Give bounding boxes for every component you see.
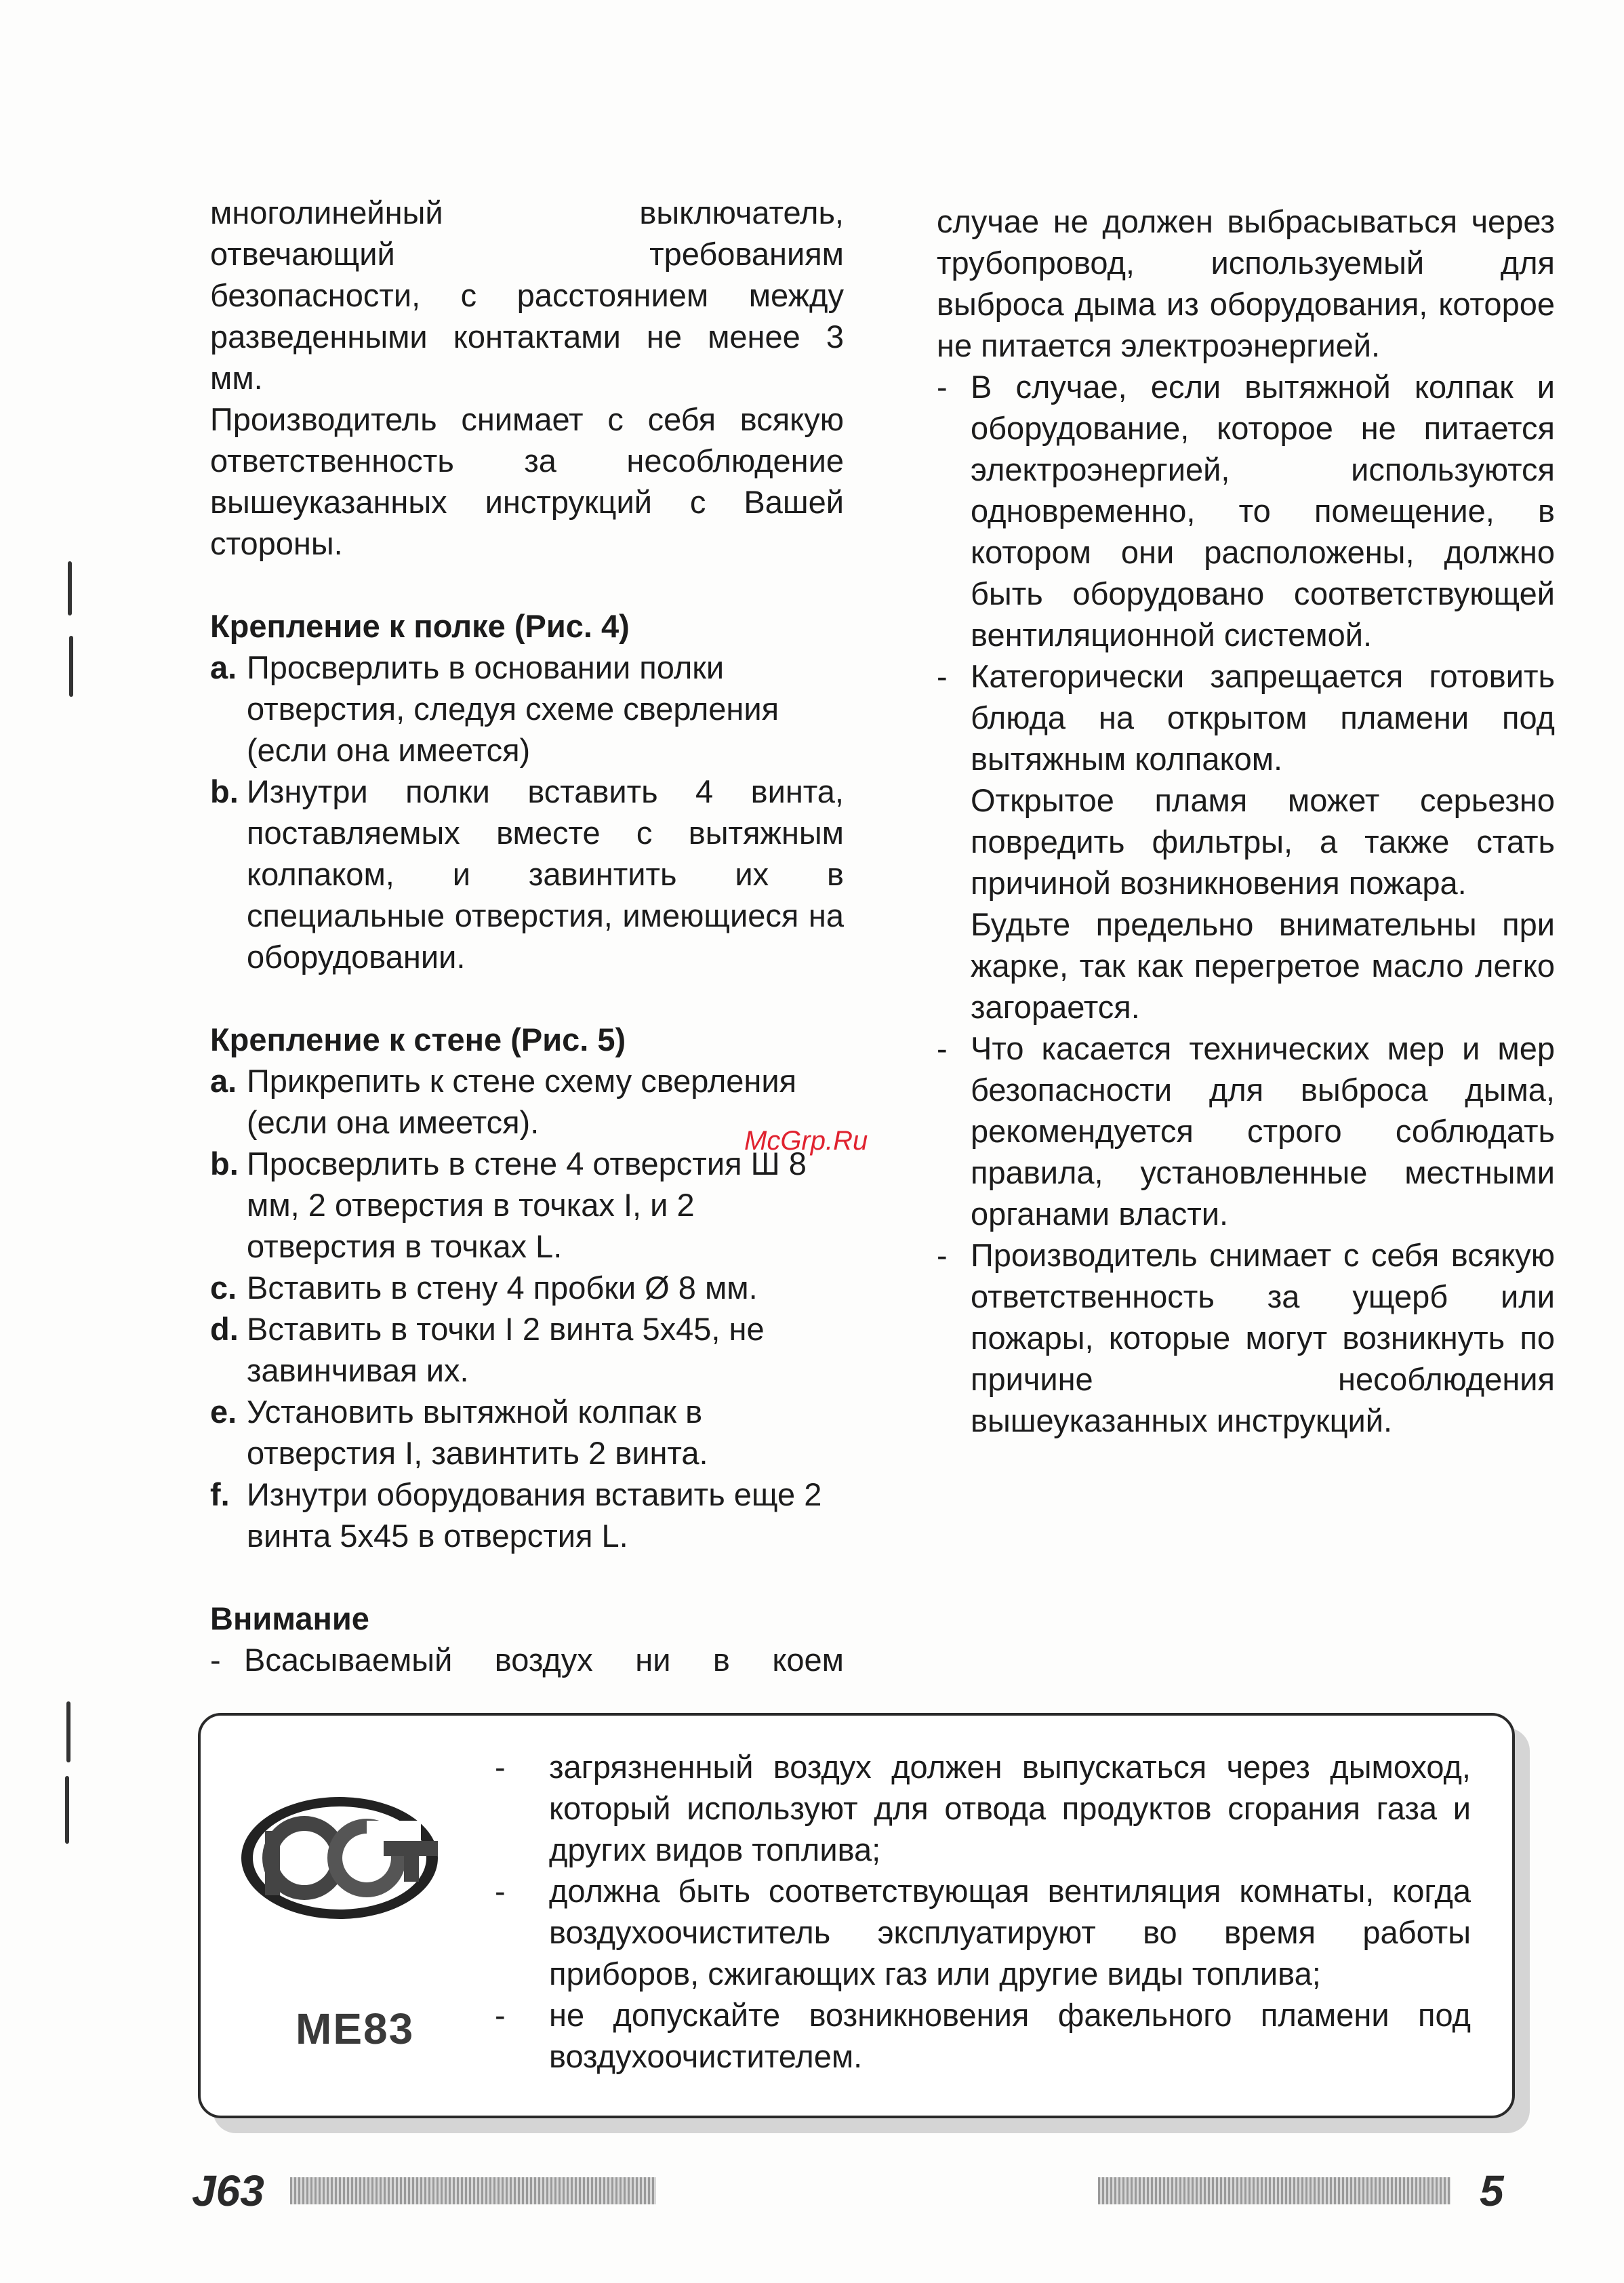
- list-text: Просверлить в стене 4 отверстия Ш 8 мм, 2 отверстия в точках I, и 2 отверстия в точках L.: [247, 1146, 807, 1264]
- list-item: [937, 366, 1555, 655]
- watermark: McGrp.Ru: [744, 1126, 868, 1156]
- list-marker: a.: [210, 649, 237, 685]
- list-text: Изнутри оборудования вставить еще 2 винта 5x45 в отверстия L.: [247, 1476, 822, 1554]
- list-marker: d.: [210, 1311, 239, 1347]
- list-text: не допускайте возникновения факельного пламени под воздухоочистителем.: [549, 1997, 1471, 2074]
- shelf-mounting-heading: Крепление к полке (Рис. 4): [210, 608, 630, 644]
- list-item: [495, 1870, 1471, 1994]
- list-text: Всасываемый воздух ни в коем: [244, 1642, 844, 1678]
- model-code: J63: [192, 2166, 264, 2215]
- dash-marker: -: [937, 1237, 948, 1273]
- certification-mark: ME83: [296, 2004, 415, 2053]
- binder-mark: [68, 561, 72, 615]
- list-item: [210, 647, 844, 771]
- text-line: стороны.: [210, 525, 343, 561]
- list-item: [210, 1639, 844, 1680]
- text-line: безопасности, с расстоянием между: [210, 277, 844, 313]
- list-text: Установить вытяжной колпак в отверстия I, завинтить 2 винта.: [247, 1394, 708, 1471]
- list-item: [937, 655, 1555, 1028]
- text-line: вышеуказанных инструкций с Вашей: [210, 484, 844, 520]
- list-text: Прикрепить к стене схему сверления (если она имеется).: [247, 1063, 797, 1140]
- list-marker: c.: [210, 1270, 237, 1306]
- page-number: 5: [1480, 2166, 1504, 2215]
- list-item: [210, 1267, 844, 1308]
- dash-marker: -: [937, 658, 948, 694]
- certification-box: [198, 1713, 1515, 2118]
- dash-marker: -: [495, 1873, 506, 1909]
- list-text: Вставить в стену 4 пробки Ø 8 мм.: [247, 1270, 758, 1306]
- list-item: [210, 1391, 844, 1474]
- dash-marker: -: [937, 369, 948, 405]
- list-marker: b.: [210, 773, 239, 809]
- list-item: [495, 1746, 1471, 1870]
- list-text: загрязненный воздух должен выпускаться через дымоход, который используют для отвода продуктов сгорания газа и других видов топлива;: [549, 1749, 1471, 1867]
- footer-decorative-bar: [1098, 2177, 1450, 2204]
- list-text: Открытое пламя может серьезно повредить фильтры, а также стать причиной возникновения пожара.: [971, 782, 1555, 901]
- list-text: Что касается технических мер и мер безопасности для выброса дыма, рекомендуется строго соблюдать правила, установленные местными органами власти.: [971, 1030, 1555, 1232]
- text-line: многолинейный выключатель,: [210, 195, 844, 230]
- list-text: Вставить в точки I 2 винта 5x45, не завинчивая их.: [247, 1311, 765, 1388]
- list-text: Изнутри полки вставить 4 винта, поставляемых вместе с вытяжным колпаком, и завинтить их в специальные отверстия, имеющиеся на оборудовании.: [247, 773, 844, 975]
- text-line: отвечающий требованиям: [210, 236, 844, 272]
- binder-mark: [66, 1701, 70, 1762]
- list-item: [937, 1028, 1555, 1234]
- list-text: Просверлить в основании полки отверстия, следуя схеме сверления (если она имеется): [247, 649, 779, 768]
- footer-decorative-bar: [290, 2177, 656, 2204]
- left-column: [210, 192, 844, 1680]
- list-text: Будьте предельно внимательны при жарке, так как перегретое масло легко загорается.: [971, 906, 1555, 1025]
- wall-mounting-heading: Крепление к стене (Рис. 5): [210, 1022, 626, 1057]
- list-item: [210, 1143, 844, 1267]
- list-marker: b.: [210, 1146, 239, 1181]
- list-item: [937, 1234, 1555, 1441]
- binder-mark: [65, 1776, 69, 1844]
- list-text: В случае, если вытяжной колпак и оборудование, которое не питается электроэнергией, используются одновременно, то помещение, в котором они расположены, должно быть оборудовано соответствующей вентиляционной системой.: [971, 369, 1555, 653]
- continued-paragraph: случае не должен выбрасываться через трубопровод, используемый для выброса дыма из оборудования, которое не питается электроэнергией.: [937, 203, 1555, 363]
- dash-marker: -: [937, 1030, 948, 1066]
- dash-marker: -: [495, 1997, 506, 2033]
- binder-mark: [69, 636, 73, 697]
- list-text: должна быть соответствующая вентиляция комнаты, когда воздухоочиститель эксплуатируют во время работы приборов, сжигающих газ или другие виды топлива;: [549, 1873, 1471, 1992]
- list-marker: a.: [210, 1063, 237, 1099]
- pct-certification-logo: [238, 1794, 441, 1922]
- text-line: Производитель снимает с себя всякую: [210, 401, 844, 437]
- dash-marker: -: [495, 1749, 506, 1785]
- attention-heading: Внимание: [210, 1600, 369, 1636]
- list-item: [210, 1474, 844, 1556]
- list-item: [210, 771, 844, 977]
- list-marker: e.: [210, 1394, 237, 1430]
- list-item: [495, 1994, 1471, 2077]
- text-line: ответственность за несоблюдение: [210, 443, 844, 479]
- right-column: [937, 201, 1555, 1441]
- list-text: Категорически запрещается готовить блюда на открытом пламени под вытяжным колпаком.: [971, 658, 1555, 777]
- text-line: разведенными контактами не менее 3: [210, 319, 844, 355]
- disclaimer-paragraph: [210, 399, 844, 564]
- text-line: мм.: [210, 360, 263, 396]
- list-text: Производитель снимает с себя всякую ответственность за ущерб или пожары, которые могут возникнуть по причине несоблюдения вышеуказанных инструкций.: [971, 1237, 1555, 1438]
- box-text: [495, 1746, 1471, 2077]
- dash-marker: -: [210, 1642, 221, 1678]
- list-marker: f.: [210, 1476, 230, 1512]
- list-item: [210, 1308, 844, 1391]
- intro-paragraph: [210, 192, 844, 399]
